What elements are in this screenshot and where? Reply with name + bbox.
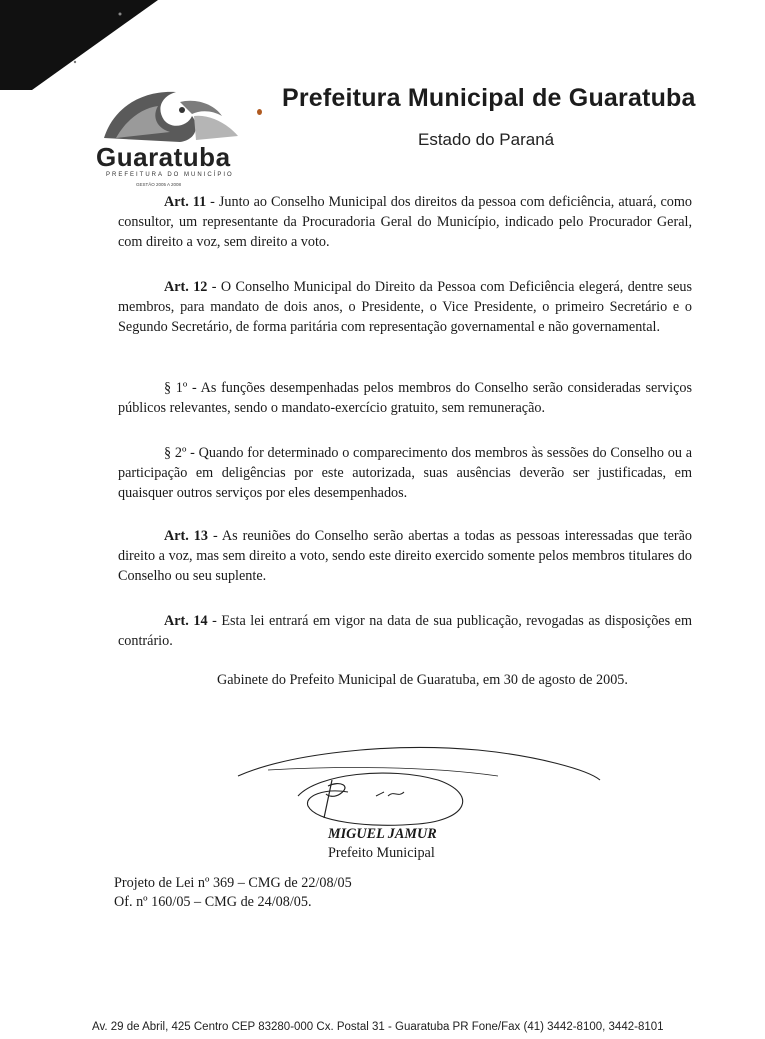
- signer-role: Prefeito Municipal: [328, 845, 435, 861]
- signer-block: [328, 825, 437, 863]
- article-12: [118, 277, 692, 337]
- paragraph-1: [118, 378, 692, 418]
- article-11: [118, 192, 692, 252]
- reference-line: Of. nº 160/05 – CMG de 24/08/05.: [114, 894, 312, 910]
- footer-address: Av. 29 de Abril, 425 Centro CEP 83280-000 Cx. Postal 31 - Guaratuba PR Fone/Fax (41) 3442-8100, 3442-8101: [92, 1021, 664, 1033]
- article-14: [118, 611, 692, 651]
- wave-emblem-icon: [96, 86, 256, 146]
- municipality-logo: [96, 86, 256, 191]
- paragraph-text: - As funções desempenhadas pelos membros do Conselho serão consideradas serviços públicos relevantes, sendo o mandato-exercício gratuito, sem remuneração.: [118, 380, 692, 416]
- signer-name: MIGUEL JAMUR: [328, 826, 437, 842]
- legislative-references: [114, 874, 352, 912]
- article-text: - Esta lei entrará em vigor na data de sua publicação, revogadas as disposições em contrário.: [118, 613, 692, 649]
- handwritten-signature: [228, 736, 608, 836]
- page-subtitle-state: Estado do Paraná: [418, 130, 555, 149]
- article-text: - Junto ao Conselho Municipal dos direitos da pessoa com deficiência, atuará, como consultor, um representante da Procuradoria Geral do Município, indicado pelo Procurador Geral, com direito a voz, sem direito a voto.: [118, 194, 693, 250]
- article-text: - O Conselho Municipal do Direito da Pessoa com Deficiência elegerá, dentre seus membros, para mandato de dois anos, o Presidente, o Vice Presidente, o primeiro Secretário e o Segundo Secretário, de forma paritária com representação governamental e não governamental.: [118, 279, 692, 335]
- paragraph-2: [118, 443, 692, 503]
- closing-line: Gabinete do Prefeito Municipal de Guaratuba, em 30 de agosto de 2005.: [217, 672, 628, 688]
- logo-gestao: GESTÃO 2005 A 2008: [136, 182, 182, 187]
- article-text: - As reuniões do Conselho serão abertas a todas as pessoas interessadas que terão direito a voz, mas sem direito a voto, sendo este direito exercido somente pelos membros titulares do Conselho ou seu suplente.: [118, 528, 692, 584]
- article-13: [118, 526, 692, 586]
- paragraph-label: § 1º: [164, 380, 188, 396]
- article-label: Art. 12: [164, 279, 208, 295]
- reference-line: Projeto de Lei nº 369 – CMG de 22/08/05: [114, 875, 352, 891]
- scan-corner-shadow: [0, 0, 160, 92]
- paragraph-label: § 2º: [164, 445, 187, 461]
- article-label: Art. 11: [164, 194, 207, 210]
- page-title: Prefeitura Municipal de Guaratuba: [282, 84, 696, 112]
- article-label: Art. 13: [164, 528, 208, 544]
- logo-wordmark: Guaratuba: [96, 142, 231, 172]
- logo-subtitle: PREFEITURA DO MUNICÍPIO: [106, 172, 234, 178]
- scan-speck: [257, 109, 262, 115]
- paragraph-text: - Quando for determinado o comparecimento dos membros às sessões do Conselho ou a participação em deligências por este autorizada, suas ausências deverão ser justificadas, em quaisquer outros serviços por eles desempenhados.: [118, 445, 692, 501]
- article-label: Art. 14: [164, 613, 208, 629]
